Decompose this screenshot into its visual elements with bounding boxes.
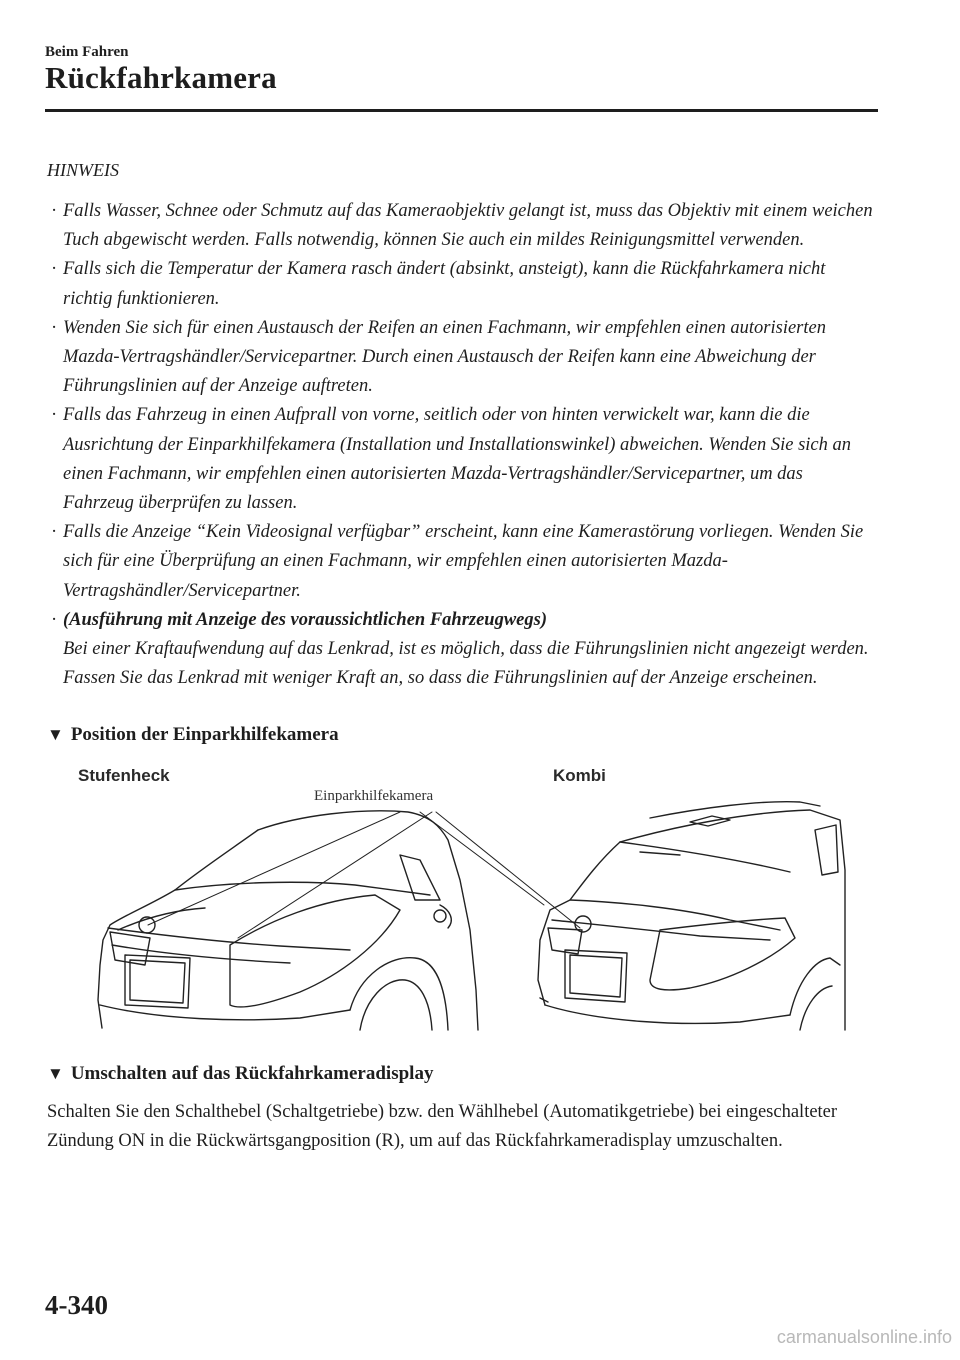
note-item: [47, 314, 877, 402]
note-item-text: Falls Wasser, Schnee oder Schmutz auf das Kameraobjektiv gelangt ist, muss das Objektiv mit einem weichen Tuch abgewischt werden. Falls notwendig, können Sie auch ein mildes Reinigungsmittel verwenden.: [63, 201, 873, 251]
figure-label-sedan: Stufenheck: [78, 766, 170, 785]
note-item: [47, 401, 877, 518]
section-heading-display-switch: [47, 1063, 433, 1085]
title-rule: [45, 109, 878, 112]
bullet-icon: ·: [51, 317, 58, 338]
note-item-text: Falls sich die Temperatur der Kamera rasch ändert (absinkt, ansteigt), kann die Rückfahrkamera nicht richtig funktionieren.: [63, 259, 826, 309]
note-item: [47, 518, 877, 606]
triangle-down-icon: ▼: [47, 1064, 64, 1083]
note-item-bold: (Ausführung mit Anzeige des voraussichtlichen Fahrzeugwegs): [63, 609, 548, 630]
bullet-icon: ·: [51, 405, 58, 426]
bullet-icon: ·: [51, 201, 58, 221]
note-item: [47, 606, 877, 694]
car-illustration: [0, 760, 960, 1050]
sedan-rear-illustration: [98, 811, 478, 1030]
note-list: [47, 197, 877, 693]
wagon-rear-illustration: [538, 802, 845, 1030]
note-item: [47, 197, 877, 255]
figure-callout: Einparkhilfekamera: [314, 788, 434, 804]
section-heading-text: Position der Einparkhilfekamera: [70, 724, 339, 745]
section-heading-camera-position: [47, 724, 339, 746]
bullet-icon: ·: [51, 259, 58, 280]
note-item-text: Falls die Anzeige “Kein Videosignal verfügbar” erscheint, kann eine Kamerastörung vorliegen. Wenden Sie sich für eine Überprüfung an einen Fachmann, wir empfehlen einen autorisierten Mazda-Vertragshändler/Servicepartner.: [63, 522, 864, 601]
section-heading-text: Umschalten auf das Rückfahrkameradisplay: [70, 1063, 434, 1084]
figure-label-wagon: Kombi: [553, 766, 606, 785]
page-number: 4-340: [45, 1290, 108, 1320]
note-item-text: Bei einer Kraftaufwendung auf das Lenkrad, ist es möglich, dass die Führungslinien nicht angezeigt werden. Fassen Sie das Lenkrad mit weniger Kraft an, so dass die Führungslinien auf der Anzeige erscheinen.: [63, 639, 869, 689]
note-item-text: Wenden Sie sich für einen Austausch der Reifen an einen Fachmann, wir empfehlen einen autorisierten Mazda-Vertragshändler/Servicepartner. Durch einen Austausch der Reifen kann eine Abweichung der Führungslinien auf der Anzeige auftreten.: [63, 317, 826, 397]
bullet-icon: ·: [51, 609, 58, 630]
triangle-down-icon: ▼: [47, 725, 64, 744]
camera-position-figure: [0, 760, 960, 1050]
section-label: Beim Fahren: [45, 44, 129, 60]
note-heading: HINWEIS: [47, 160, 119, 180]
page-title: Rückfahrkamera: [45, 60, 277, 95]
note-item-text: Falls das Fahrzeug in einen Aufprall von vorne, seitlich oder von hinten verwickelt war, kann die die Ausrichtung der Einparkhilfekamera (Installation und Installationswinkel) abweichen. Wenden Sie sich an einen Fachmann, wir empfehlen einen autorisierten Mazda-Vertragshändler/Servicepartner, um das Fahrzeug überprüfen zu lassen.: [63, 405, 852, 514]
note-item: [47, 255, 877, 313]
body-paragraph: Schalten Sie den Schalthebel (Schaltgetriebe) bzw. den Wählhebel (Automatikgetriebe) bei eingeschalteter Zündung ON in die Rückwärtsgangposition (R), um auf das Rückfahrkameradisplay umzuschalten.: [47, 1102, 838, 1152]
bullet-icon: ·: [51, 522, 58, 543]
callout-leader-lines: [148, 812, 580, 938]
watermark: carmanualsonline.info: [776, 1327, 952, 1347]
